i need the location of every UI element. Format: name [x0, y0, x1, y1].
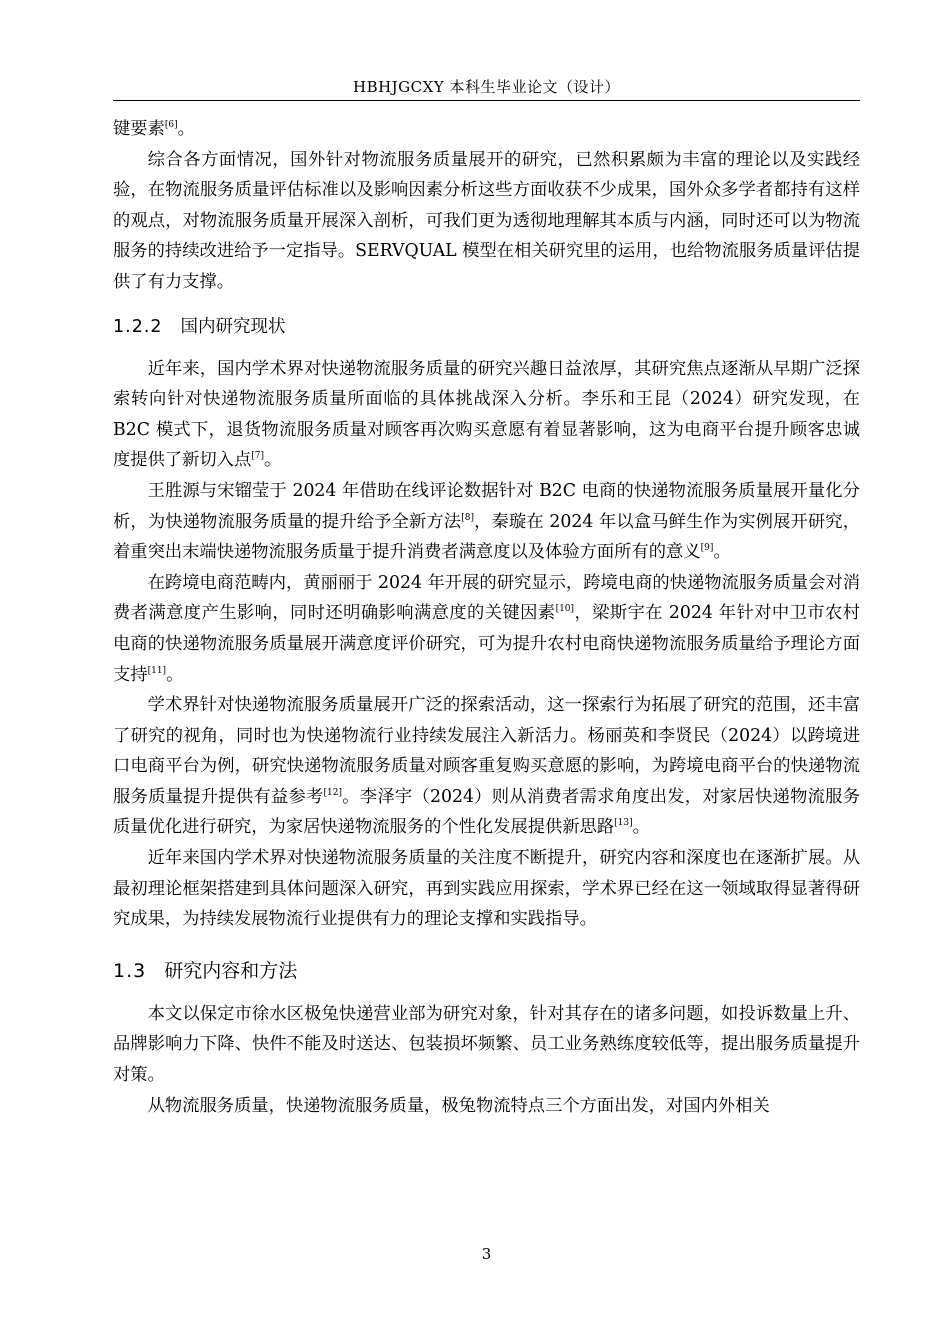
header-rule — [113, 100, 860, 101]
paragraph-text: 近年来，国内学术界对快递物流服务质量的研究兴趣日益浓厚，其研究焦点逐渐从早期广泛探索转向针对快递物流服务质量所面临的具体挑战深入分析。李乐和王昆（2024）研究发现，在 B2C 模式下，退货物流服务质量对顾客再次购买意愿有着显著影响，这为电商平台提升顾客忠诚度提供了新切入点 — [113, 358, 860, 471]
paragraph-tail: 。 — [177, 119, 195, 139]
paragraph-tail: 。 — [632, 817, 650, 838]
paragraph-research-object: 本文以保定市徐水区极兔快递营业部为研究对象，针对其存在的诸多问题，如投诉数量上升、品牌影响力下降、快件不能及时送达、包装损坏频繁、员工业务熟练度较低等，提出服务质量提升对策。 — [113, 1003, 860, 1086]
section-number: 1.2.2 — [113, 316, 163, 337]
paragraph-text: 。李泽宇（2024）则从消费者需求角度出发，对家居快递物流服务质量优化进行研究，为家居快递物流服务的个性化发展提供新思路 — [113, 786, 860, 838]
paragraph-b2c-studies — [113, 476, 860, 568]
paragraph-tail: 。 — [264, 450, 282, 471]
paragraph-research-approach: 从物流服务质量，快递物流服务质量，极兔物流特点三个方面出发，对国内外相关 — [147, 1095, 770, 1116]
paragraph-text: 学术界针对快递物流服务质量展开广泛的探索活动，这一探索行为拓展了研究的范围，还丰富了研究的视角，同时也为快递物流行业持续发展注入新活力。杨丽英和李贤民（2024）以跨境进口电商平台为例，研究快递物流服务质量对顾客重复购买意愿的影响，为跨境电商平台的快递物流服务质量提升提供有益参考 — [113, 695, 860, 807]
section-heading-1-2-2 — [113, 312, 860, 342]
paragraph-text: 键要素 — [113, 119, 165, 139]
paragraph-text: ，梁斯宇在 2024 年针对中卫市农村电商的快递物流服务质量展开满意度评价研究，可为提升农村电商快递物流服务质量给予理论方面支持 — [113, 603, 860, 685]
section-number: 1.3 — [113, 959, 147, 982]
citation-ref: [6] — [164, 120, 178, 131]
paragraph-cross-border — [113, 568, 860, 690]
section-title: 研究内容和方法 — [164, 959, 298, 982]
citation-ref: [12] — [323, 788, 343, 799]
paragraph-text: 在跨境电商范畴内，黄丽丽于 2024 年开展的研究显示，跨境电商的快递物流服务质量会对消费者满意度产生影响，同时还明确影响满意度的关键因素 — [113, 572, 860, 624]
citation-ref: [7] — [251, 451, 265, 462]
citation-ref: [8] — [461, 512, 474, 523]
paragraph-domestic-intro — [113, 354, 860, 476]
paragraph-continuation — [113, 114, 860, 145]
paragraph-foreign-summary: 综合各方面情况，国外针对物流服务质量展开的研究，已然积累颇为丰富的理论以及实践经验，在物流服务质量评估标准以及影响因素分析这些方面收获不少成果，国外众多学者都持有这样的观点，对物流服务质量开展深入剖析，可我们更为透彻地理解其本质与内涵，同时还可以为物流服务的持续改进给予一定指导。SERVQUAL 模型在相关研究里的运用，也给物流服务质量评估提供了有力支撑。 — [113, 149, 860, 292]
citation-ref: [13] — [614, 818, 633, 829]
citation-ref: [9] — [700, 543, 714, 554]
section-title: 国内研究现状 — [180, 316, 286, 337]
running-header: HBHJGCXY 本科生毕业论文（设计） — [352, 78, 620, 96]
paragraph-tail: 。 — [713, 542, 731, 563]
paragraph-academic-exploration — [113, 690, 860, 843]
citation-ref: [10] — [555, 604, 575, 615]
paragraph-text: ，秦璇在 2024 年以盒马鲜生作为实例展开研究，着重突出末端快递物流服务质量于提升消费者满意度以及体验方面所有的意义 — [113, 511, 860, 563]
paragraph-text: 王胜源与宋镏莹于 2024 年借助在线评论数据针对 B2C 电商的快递物流服务质量展开量化分析，为快递物流服务质量的提升给予全新方法 — [113, 480, 860, 532]
paragraph-tail: 。 — [166, 664, 184, 685]
page-body — [113, 114, 860, 1121]
section-heading-1-3 — [113, 955, 860, 987]
page-number: 3 — [481, 1245, 492, 1263]
paragraph-domestic-summary: 近年来国内学术界对快递物流服务质量的关注度不断提升，研究内容和深度也在逐渐扩展。从最初理论框架搭建到具体问题深入研究，再到实践应用探索，学术界已经在这一领域取得显著得研究成果，为持续发展物流行业提供有力的理论支撑和实践指导。 — [113, 848, 860, 930]
citation-ref: [11] — [147, 665, 167, 676]
